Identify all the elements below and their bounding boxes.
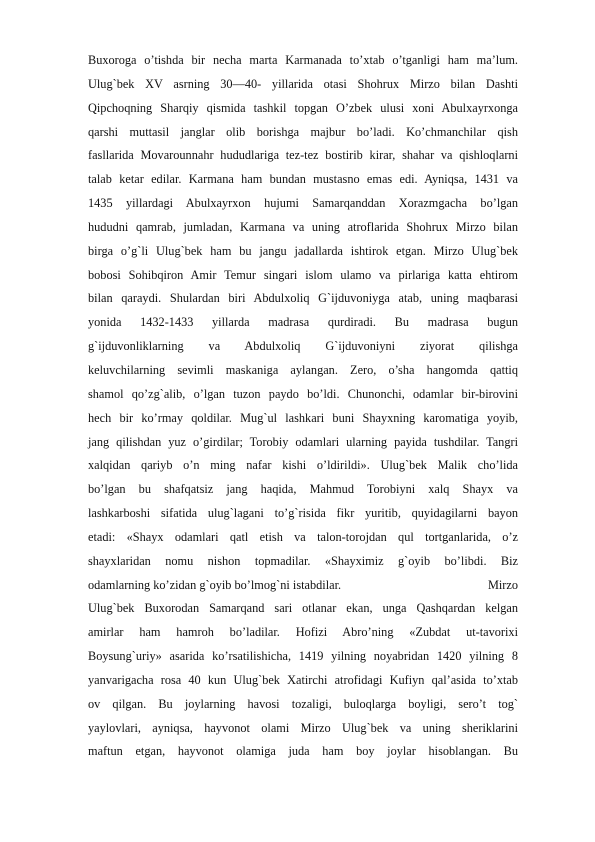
text-line: hududni qamrab, jumladan, Karmana va uning atroflarida Shohrux Mirzo bilan	[88, 219, 518, 234]
text-line: keluvchilarning sevimli maskaniga aylangan. Zero, o’sha hangomda qattiq	[88, 362, 518, 377]
text-line: g`ijduvonliklarning va Abdulxoliq G`ijduvoniyni ziyorat qilishga	[88, 339, 518, 354]
text-line: Ulug`bek Buxorodan Samarqand sari otlanar ekan, unga Qashqardan kelgan	[88, 601, 518, 616]
text-line: yonida 1432-1433 yillarda madrasa qurdiradi. Bu madrasa bugun	[88, 315, 518, 330]
text-line: qarshi muttasil janglar olib borishga majbur bo’ladi. Ko’chmanchilar qish	[88, 124, 518, 139]
text-line: xalqidan qariyb o’n ming nafar kishi o’ldirildi». Ulug`bek Malik cho’lida	[88, 458, 518, 473]
text-line: Ulug`bek XV asrning 30—40- yillarida otasi Shohrux Mirzo bilan Dashti	[88, 76, 518, 91]
text-line: yanvarigacha rosa 40 kun Ulug`bek Xatirchi atrofidagi Kufiyn qal’asida to’xtab	[88, 672, 518, 687]
text-line-right: Mirzo	[487, 577, 518, 592]
body-text	[88, 49, 518, 764]
text-line: amirlar ham hamroh bo’ladilar. Hofizi Abro’ning «Zubdat ut-tavorixi	[88, 625, 518, 640]
text-line: bo’lgan bu shafqatsiz jang haqida, Mahmud Torobiyni xalq Shayx va	[88, 482, 518, 497]
text-line-split	[88, 574, 518, 598]
text-line: yaylovlari, ayniqsa, hayvonot olami Mirzo Ulug`bek va uning sheriklarini	[88, 720, 518, 735]
text-line: birga o’g`li Ulug`bek ham bu jangu jadallarda ishtirok etgan. Mirzo Ulug`bek	[88, 243, 518, 258]
text-line: shayxlaridan nomu nishon topmadilar. «Shayximiz g`oyib bo’libdi. Biz	[88, 553, 518, 568]
text-line: jang qilishdan yuz o’girdilar; Torobiy odamlari ularning payida tushdilar. Tangri	[88, 434, 518, 449]
text-line: talab ketar edilar. Karmana ham bundan mustasno emas edi. Ayniqsa, 1431 va	[88, 172, 518, 187]
text-line: lashkarboshi sifatida ulug`lagani to’g`risida fikr yuritib, quyidagilarni bayon	[88, 506, 518, 521]
text-line-left: odamlarning ko’zidan g`oyib bo’lmog`ni istabdilar.	[88, 577, 342, 592]
text-line: bobosi Sohibqiron Amir Temur singari islom ulamo va pirlariga katta ehtirom	[88, 267, 518, 282]
text-line: Qipchoqning Sharqiy qismida tashkil topgan O’zbek ulusi xoni Abulxayrxonga	[88, 100, 518, 115]
text-line: Buxoroga o’tishda bir necha marta Karmanada to’xtab o’tganligi ham ma’lum.	[88, 53, 518, 67]
text-line: 1435 yillardagi Abulxayrxon hujumi Samarqanddan Xorazmgacha bo’lgan	[88, 196, 518, 211]
text-line: etadi: «Shayx odamlari qatl etish va talon-torojdan qul tortganlarida, o’z	[88, 529, 518, 544]
text-line: maftun etgan, hayvonot olamiga juda ham boy joylar hisoblangan. Bu	[88, 744, 518, 759]
text-line: bilan qaraydi. Shulardan biri Abdulxoliq G`ijduvoniyga atab, uning maqbarasi	[88, 291, 518, 306]
text-line: hech bir ko’rmay qoldilar. Mug`ul lashkari buni Shayxning karomatiga yoyib,	[88, 410, 518, 425]
text-line: Boysung`uriy» asarida ko’rsatilishicha, 1419 yilning noyabridan 1420 yilning 8	[88, 649, 518, 664]
text-line: shamol qo’zg`alib, o’lgan tuzon paydo bo’ldi. Chunonchi, odamlar bir-birovini	[88, 386, 518, 401]
text-line: ov qilgan. Bu joylarning havosi tozaligi, buloqlarga boyligi, sero’t tog`	[88, 696, 518, 711]
text-line: fasllarida Movarounnahr hududlariga tez-tez bostirib kirar, shahar va qishloqlarni	[88, 148, 518, 163]
